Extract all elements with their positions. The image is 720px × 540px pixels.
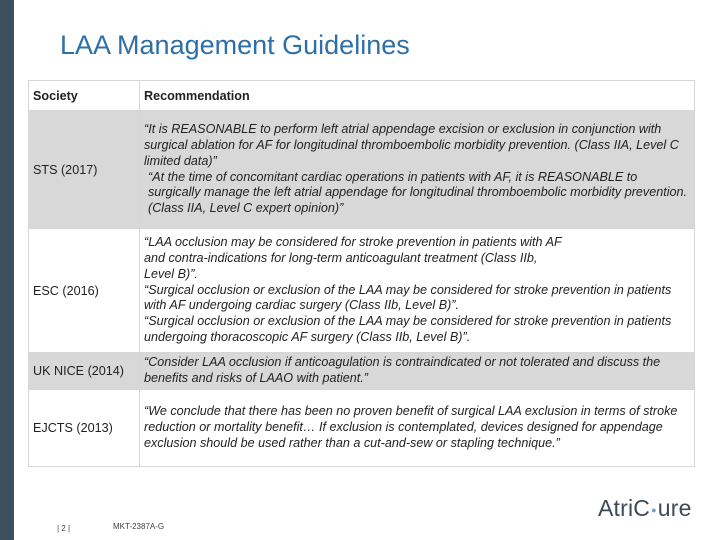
recommendation-cell [140,353,695,390]
recommendation-line: “At the time of concomitant cardiac operations in patients with AF, it is REASONABLE to surgically manage the left atrial appendage for longitudinal thromboembolic morbidity prevention. (Class IIA, Level C expert opinion)” [148,169,688,216]
recommendation-cell [140,111,695,229]
table-row [29,229,695,353]
page-title: LAA Management Guidelines [60,30,410,60]
header-recommendation: Recommendation [140,81,695,111]
recommendation-cell [140,390,695,467]
table-header-row [29,81,695,111]
document-code: MKT-2387A-G [113,522,165,531]
recommendation-line: “We conclude that there has been no proven benefit of surgical LAA exclusion in terms of stroke reduction or mortality benefit… If exclusion is contemplated, devices designed for appendage exclusion should be used rather than a cut-and-sew or stapling technique.” [144,404,678,450]
guidelines-table [28,80,695,467]
table-row [29,353,695,390]
logo-text-end: ure [657,495,692,521]
header-society: Society [29,81,140,111]
recommendation-line: “It is REASONABLE to perform left atrial appendage excision or exclusion in conjunction with surgical ablation for AF for longitudinal thromboembolic morbidity prevention. (Class IIA, Level C limited data)” [144,122,679,168]
logo-dot-icon: ● [651,504,657,515]
logo-text-start: AtriC [598,495,651,521]
society-cell: ESC (2016) [29,229,140,353]
atricure-logo [598,495,692,522]
recommendation-line: “Surgical occlusion or exclusion of the LAA may be considered for stroke prevention in patients undergoing thoracoscopic AF surgery (Class IIb, Level B)”. [144,314,672,344]
left-accent-bar [0,0,14,540]
recommendation-line: “LAA occlusion may be considered for stroke prevention in patients with AF and contra-indications for long-term anticoagulant treatment (Class IIb, Level B)”. [144,235,562,281]
society-cell: EJCTS (2013) [29,390,140,467]
society-cell: STS (2017) [29,111,140,229]
recommendation-line: “Consider LAA occlusion if anticoagulation is contraindicated or not tolerated and discuss the benefits and risks of LAAO with patient.” [144,355,661,385]
recommendation-line: “Surgical occlusion or exclusion of the LAA may be considered for stroke prevention in patients with AF undergoing cardiac surgery (Class IIb, Level B)”. [144,282,672,313]
recommendation-cell [140,229,695,353]
society-cell: UK NICE (2014) [29,353,140,390]
table-row [29,111,695,229]
page-number: | 2 | [57,524,71,533]
table-row [29,390,695,467]
